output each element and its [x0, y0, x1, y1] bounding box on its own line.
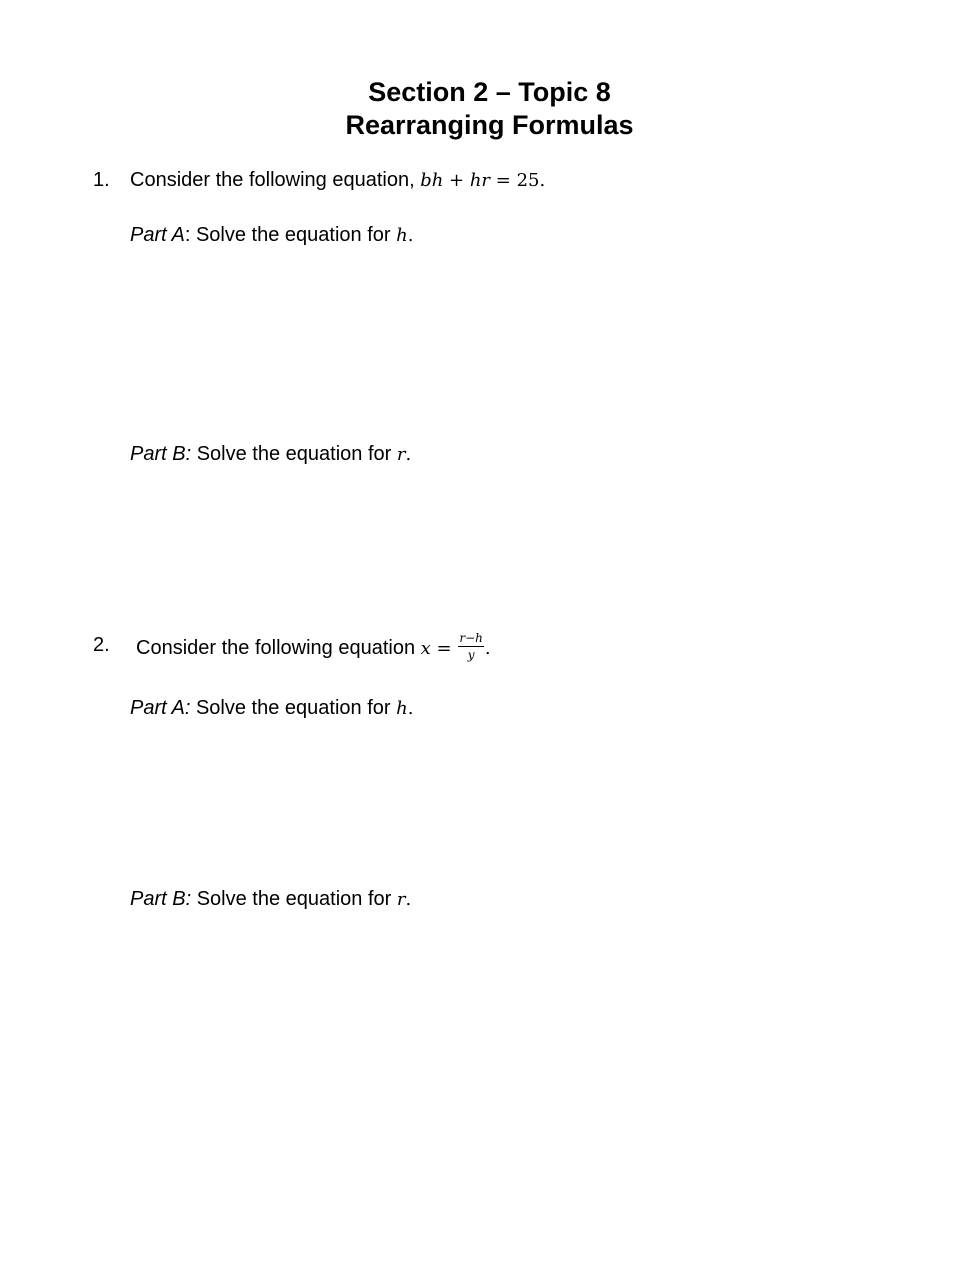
- question-1-part-a: [130, 223, 413, 248]
- worksheet-title: [0, 76, 979, 142]
- question-2-part-a-var: h: [396, 698, 408, 719]
- question-1-prompt: [130, 168, 545, 193]
- question-2-part-a-label: Part A:: [130, 697, 191, 719]
- question-1-part-a-var: h: [396, 225, 408, 246]
- topic-title: Rearranging Formulas: [345, 110, 634, 140]
- question-1-part-b-label: Part B:: [130, 443, 192, 465]
- question-1-equation-op: =: [490, 170, 517, 191]
- question-1-text: Consider the following equation,: [130, 169, 421, 191]
- question-2-equation-op: =: [430, 637, 458, 659]
- question-1-equation-end: .: [539, 170, 546, 191]
- question-2-text: Consider the following equation: [136, 636, 421, 659]
- question-1-equation-rhs: 25: [516, 170, 540, 191]
- question-1-part-a-label: Part A: [130, 224, 185, 246]
- question-1-part-b-end: .: [405, 444, 412, 465]
- question-1-part-a-end: .: [407, 225, 414, 246]
- question-2-part-a-text: Solve the equation for: [190, 697, 397, 719]
- question-2-prompt: [136, 633, 491, 664]
- question-2-part-b-var: r: [396, 889, 406, 910]
- question-2-equation-lhs: x: [420, 637, 431, 659]
- question-2-part-a-end: .: [407, 698, 414, 719]
- question-2-part-b-end: .: [405, 889, 412, 910]
- question-2-fraction-denominator: y: [467, 648, 475, 662]
- question-1-part-b-var: r: [396, 444, 406, 465]
- question-1-part-a-text: : Solve the equation for: [184, 224, 397, 246]
- question-2-number: 2.: [93, 634, 110, 656]
- question-2-part-b-label: Part B:: [130, 888, 192, 910]
- question-2-fraction: [458, 631, 484, 662]
- question-2-part-b-text: Solve the equation for: [191, 888, 397, 910]
- question-1-number: 1.: [93, 169, 110, 191]
- question-2-part-b: [130, 887, 411, 912]
- question-2-fraction-numerator: r−h: [459, 631, 483, 645]
- section-title: Section 2 – Topic 8: [368, 77, 611, 107]
- question-1-part-b-text: Solve the equation for: [191, 443, 397, 465]
- question-2-part-a: [130, 696, 413, 721]
- question-1-part-b: [130, 442, 411, 467]
- question-2-equation-end: .: [484, 637, 491, 659]
- question-1-equation-lhs: bh + hr: [420, 170, 491, 191]
